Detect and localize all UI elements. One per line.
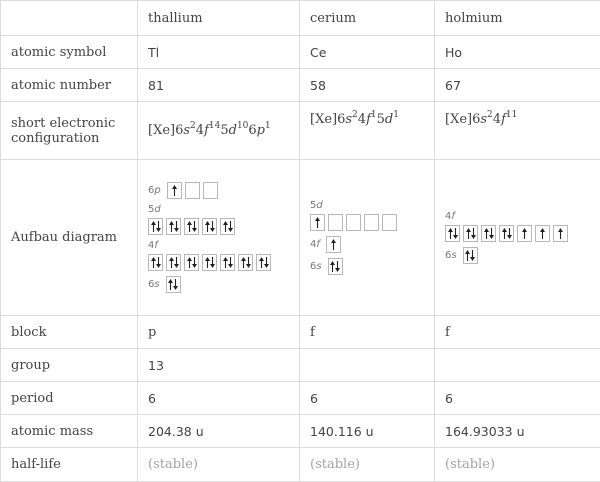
config-superscript: 1 [393,110,399,120]
orbital-boxes [445,225,590,242]
orbital-box [202,254,217,271]
spin-down-arrow-icon [335,261,340,272]
cell-half-life-holmium: (stable) [435,448,600,482]
config-text: s [183,123,191,138]
electron-configuration [300,102,435,160]
spin-up-arrow-icon [331,239,336,250]
orbital-box [463,247,478,264]
table-row [1,102,600,160]
orbital-box [535,225,550,242]
spin-down-arrow-icon [246,257,251,268]
orbital-box [203,182,218,199]
orbital-boxes [328,258,343,275]
spin-down-arrow-icon [471,228,476,239]
subshell-label: 6s [148,279,160,290]
cell-period-thallium: 6 [138,382,300,415]
orbital-box [517,225,532,242]
column-header-holmium: holmium [435,1,600,36]
spin-up-arrow-icon [172,185,177,196]
subshell-row [148,182,289,199]
row-label-atomic-mass: atomic mass [1,415,138,448]
config-text: d [384,112,394,127]
cell-atomic-mass-thallium: 204.38 u [138,415,300,448]
orbital-boxes [167,182,218,199]
cell-atomic-symbol-cerium: Ce [300,36,435,69]
orbital-box [238,254,253,271]
orbital-box [185,182,200,199]
row-label-aufbau-diagram: Aufbau diagram [1,160,138,316]
config-text: f [204,123,209,138]
spin-down-arrow-icon [489,228,494,239]
config-text: d [228,123,237,138]
row-label-electronic-configuration: short electronic configuration [1,102,138,160]
subshell-label: 5d [148,204,161,215]
header-row [1,1,600,36]
table-row [1,316,600,349]
orbital-box [346,214,361,231]
orbital-box [166,276,181,293]
orbital-box [481,225,496,242]
cell-group-cerium [300,349,435,382]
orbital-boxes [148,218,289,235]
orbital-box [220,254,235,271]
config-text: 5 [220,123,229,138]
spin-down-arrow-icon [173,279,178,290]
cell-atomic-mass-cerium: 140.116 u [300,415,435,448]
spin-down-arrow-icon [210,257,215,268]
orbital-box [166,218,181,235]
cell-group-holmium [435,349,600,382]
spin-down-arrow-icon [174,257,179,268]
config-superscript: 2 [352,110,358,120]
subshell-label: 4f [445,211,455,222]
cell-block-holmium: f [435,316,600,349]
orbital-box [445,225,460,242]
config-superscript: 2 [487,110,493,120]
column-header-thallium: thallium [138,1,300,36]
orbital-box [463,225,478,242]
orbital-box [326,236,341,253]
orbital-box [167,182,182,199]
spin-down-arrow-icon [156,221,161,232]
orbital-box [328,214,343,231]
electron-configuration [138,102,300,160]
row-label-atomic-number: atomic number [1,69,138,102]
config-superscript: 2 [190,121,196,131]
config-superscript: 1 [265,121,271,131]
column-header-cerium: cerium [300,1,435,36]
subshell-label: 6p [148,185,161,196]
orbital-boxes [310,214,424,231]
config-superscript: 1 [370,110,377,120]
spin-down-arrow-icon [228,221,233,232]
cell-half-life-cerium: (stable) [300,448,435,482]
spin-down-arrow-icon [156,257,161,268]
subshell-label: 6s [310,261,322,272]
config-text: 4 [492,112,502,127]
subshell-group [148,240,289,271]
subshell-row [310,236,424,253]
subshell-row [445,247,590,264]
cell-period-cerium: 6 [300,382,435,415]
table-row [1,382,600,415]
orbital-box [220,218,235,235]
orbital-box [499,225,514,242]
row-label-block: block [1,316,138,349]
config-text: [Xe]6 [445,112,481,127]
cell-atomic-number-cerium: 58 [300,69,435,102]
cell-block-cerium: f [300,316,435,349]
electron-configuration [435,102,600,160]
config-text: 4 [195,123,205,138]
spin-up-arrow-icon [522,228,527,239]
spin-down-arrow-icon [210,221,215,232]
orbital-box [382,214,397,231]
config-text: f [501,112,506,127]
cell-atomic-number-holmium: 67 [435,69,600,102]
orbital-box [184,218,199,235]
table-row [1,69,600,102]
table-row [1,448,600,482]
subshell-label: 4f [148,240,158,251]
subshell-label: 5d [310,200,323,211]
cell-atomic-symbol-thallium: Tl [138,36,300,69]
orbital-boxes [148,254,289,271]
table-row [1,349,600,382]
orbital-box [148,254,163,271]
orbital-box [364,214,379,231]
config-text: [Xe]6 [148,123,184,138]
orbital-box [184,254,199,271]
cell-atomic-mass-holmium: 164.93033 u [435,415,600,448]
orbital-boxes [463,247,478,264]
orbital-boxes [326,236,341,253]
aufbau-subshells [310,200,424,275]
cell-block-thallium: p [138,316,300,349]
orbital-box [256,254,271,271]
orbital-box [553,225,568,242]
row-label-atomic-symbol: atomic symbol [1,36,138,69]
row-label-group: group [1,349,138,382]
spin-down-arrow-icon [470,250,475,261]
cell-atomic-number-thallium: 81 [138,69,300,102]
spin-down-arrow-icon [192,257,197,268]
table-row [1,36,600,69]
config-text: 5 [376,112,385,127]
cell-group-thallium: 13 [138,349,300,382]
subshell-group [148,204,289,235]
config-superscript: 14 [208,121,221,131]
aufbau-subshells [148,182,289,293]
orbital-box [310,214,325,231]
spin-down-arrow-icon [453,228,458,239]
config-text: s [345,112,353,127]
spin-up-arrow-icon [540,228,545,239]
aufbau-diagram [435,160,600,316]
orbital-box [148,218,163,235]
orbital-boxes [166,276,181,293]
spin-up-arrow-icon [315,217,320,228]
cell-half-life-thallium: (stable) [138,448,300,482]
corner-cell [1,1,138,36]
config-text: f [366,112,371,127]
orbital-box [166,254,181,271]
orbital-box [328,258,343,275]
row-label-period: period [1,382,138,415]
table-row [1,415,600,448]
cell-period-holmium: 6 [435,382,600,415]
spin-up-arrow-icon [558,228,563,239]
subshell-row [148,276,289,293]
config-text: p [256,123,265,138]
config-text: s [480,112,488,127]
subshell-label: 4f [310,239,320,250]
config-superscript: 11 [505,110,518,120]
spin-down-arrow-icon [507,228,512,239]
config-text: 4 [357,112,367,127]
config-text: [Xe]6 [310,112,346,127]
subshell-row [310,258,424,275]
spin-down-arrow-icon [228,257,233,268]
spin-down-arrow-icon [192,221,197,232]
aufbau-diagram [138,160,300,316]
subshell-group [445,211,590,242]
config-superscript: 10 [236,121,249,131]
subshell-group [310,200,424,231]
cell-atomic-symbol-holmium: Ho [435,36,600,69]
aufbau-diagram [300,160,435,316]
table-row [1,160,600,316]
orbital-box [202,218,217,235]
config-text: 6 [248,123,257,138]
row-label-half-life: half-life [1,448,138,482]
spin-down-arrow-icon [174,221,179,232]
aufbau-subshells [445,211,590,264]
subshell-label: 6s [445,250,457,261]
spin-down-arrow-icon [264,257,269,268]
